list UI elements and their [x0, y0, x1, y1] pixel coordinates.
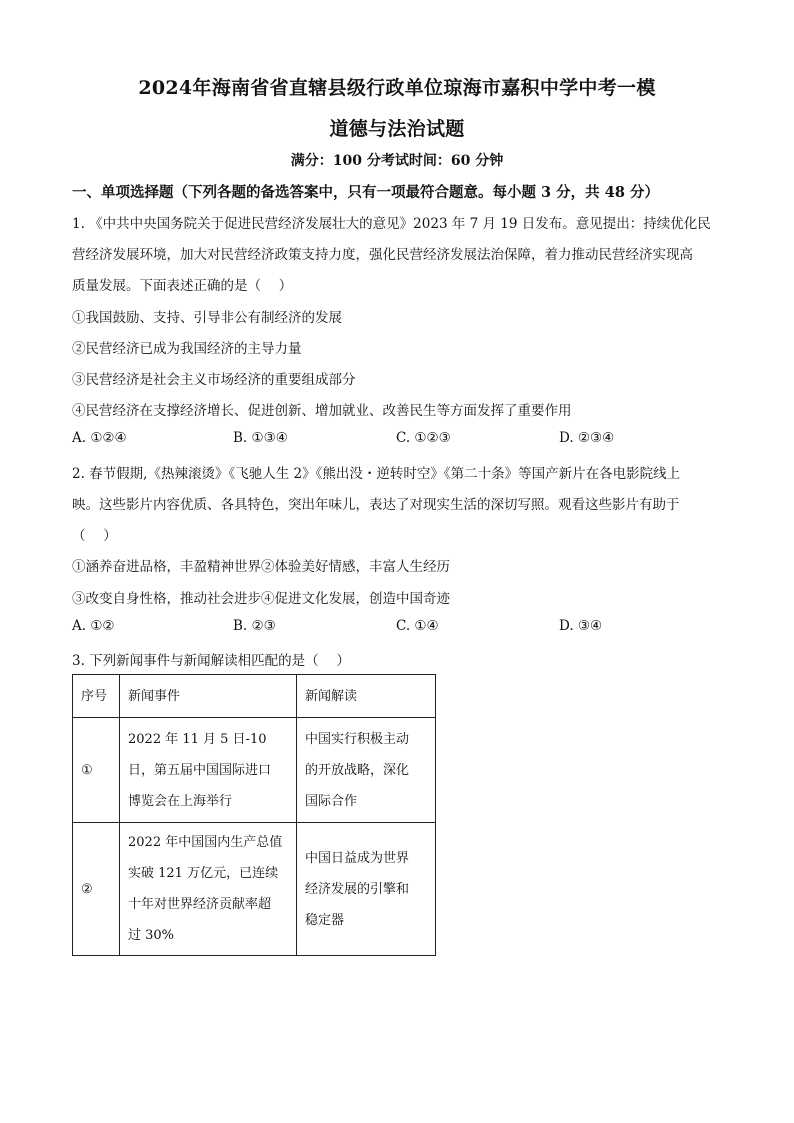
q1-option-d: D. ②③④	[559, 430, 615, 446]
news-interpretation-line: 中国日益成为世界	[305, 850, 410, 866]
q1-option-b: B. ①③④	[233, 430, 288, 446]
news-event-line: 实破 121 万亿元，已连续	[128, 866, 279, 881]
q1-option-c: C. ①②③	[396, 430, 451, 446]
news-event-line: 博览会在上海举行	[128, 793, 233, 809]
q2-statement: ①涵养奋进品格，丰盈精神世界②体验美好情感，丰富人生经历	[72, 559, 450, 575]
news-interpretation-cell	[297, 718, 436, 823]
news-interpretation-line: 经济发展的引擎和	[305, 881, 410, 897]
section-heading: 一、单项选择题（下列各题的备选答案中，只有一项最符合题意。每小题 3 分，共 48 分）	[72, 184, 659, 201]
news-event-line: 十年对世界经济贡献率超	[128, 897, 272, 912]
exam-info: 满分：100 分考试时间：60 分钟	[290, 153, 504, 169]
exam-subject: 道德与法治试题	[329, 118, 465, 140]
news-interpretation-line: 的开放战略，深化	[305, 762, 410, 778]
q1-option-a: A. ①②④	[72, 430, 127, 446]
header-cell-event: 新闻事件	[120, 675, 297, 718]
q2-stem-line: 2. 春节假期,《热辣滚烫》《飞驰人生 2》《熊出没・逆转时空》《第二十条》等国产新片在各电影院线上	[72, 466, 681, 482]
q3-stem: 3. 下列新闻事件与新闻解读相匹配的是（ ）	[72, 653, 350, 669]
news-event-line: 过 30%	[128, 928, 175, 943]
q1-stem-line: 营经济发展环境，加大对民营经济政策支持力度，强化民营经济发展法治保障，着力推动民营经济实现高	[72, 247, 693, 263]
q2-option-a: A. ①②	[72, 618, 115, 634]
q1-statement: ②民营经济已成为我国经济的主导力量	[72, 341, 302, 357]
news-interpretation-line: 国际合作	[305, 793, 358, 809]
q2-option-d: D. ③④	[559, 618, 603, 634]
q2-stem-line: 映。这些影片内容优质、各具特色，突出年味儿，表达了对现实生活的深切写照。观看这些影片有助于	[72, 497, 680, 513]
q2-option-b: B. ②③	[233, 618, 276, 634]
news-event-line: 日，第五届中国国际进口	[128, 762, 272, 778]
q2-statement: ③改变自身性格，推动社会进步④促进文化发展，创造中国奇迹	[72, 591, 450, 607]
q1-stem-line: 质量发展。下面表述正确的是（ ）	[72, 278, 293, 294]
q2-stem-line: （ ）	[72, 528, 117, 544]
news-event-line: 2022 年中国国内生产总值	[128, 835, 283, 850]
news-interpretation-line: 中国实行积极主动	[305, 731, 410, 747]
q1-statement: ①我国鼓励、支持、引导非公有制经济的发展	[72, 310, 342, 326]
q1-statement: ④民营经济在支撑经济增长、促进创新、增加就业、改善民生等方面发挥了重要作用	[72, 403, 572, 419]
table-header-row	[73, 675, 436, 718]
q1-stem-line: 1. 《中共中央国务院关于促进民营经济发展壮大的意见》2023 年 7 月 19 日发布。意见提出：持续优化民	[72, 216, 711, 232]
q2-option-c: C. ①④	[396, 618, 439, 634]
exam-title: 2024年海南省省直辖县级行政单位琼海市嘉积中学中考一模	[138, 77, 656, 99]
q1-statement: ③民营经济是社会主义市场经济的重要组成部分	[72, 372, 356, 388]
news-event-cell	[120, 823, 297, 956]
header-cell-interpretation: 新闻解读	[297, 675, 436, 718]
header-cell-number: 序号	[73, 675, 120, 718]
news-interpretation-line: 稳定器	[305, 912, 345, 928]
row-number: ②	[73, 823, 120, 956]
row-number: ①	[73, 718, 120, 823]
news-interpretation-cell	[297, 823, 436, 956]
table-row	[73, 823, 436, 956]
news-event-line: 2022 年 11 月 5 日-10	[128, 731, 267, 747]
news-table	[72, 674, 436, 956]
table-row	[73, 718, 436, 823]
news-event-cell	[120, 718, 297, 823]
